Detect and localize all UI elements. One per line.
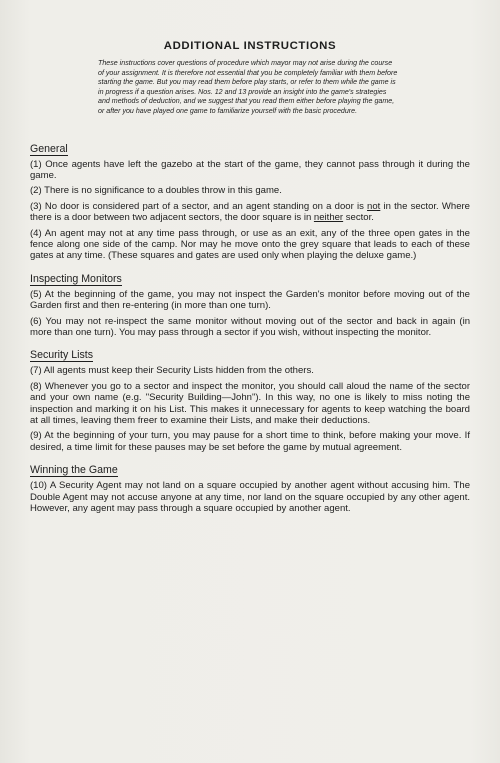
paragraph-1: (1) Once agents have left the gazebo at the start of the game, they cannot pass through it during the game. [30,158,470,181]
page-title: ADDITIONAL INSTRUCTIONS [163,40,337,52]
underlined-neither: neither [313,212,344,224]
section-title-winning-the-game: Winning the Game [30,464,118,477]
paragraph-3 [30,201,470,224]
section-title-general: General [30,142,68,155]
content [30,40,470,522]
paragraph-3-post: sector. [343,212,374,224]
intro-paragraph: These instructions cover questions of procedure which mayor may not arise during the course of your assignment. It is therefore not essential that you be completely familiar with them before starting the game. But you may read them before play starts, or refer to them while the game is in progress if a question arises. Nos. 12 and 13 provide an insight into the game's strategies and methods of deduction, and we suggest that you read them either before playing the game, or after you have played one game to familiarize yourself with the basic procedure. [98,59,398,115]
section-winning-the-game [30,460,470,514]
paragraph-7: (7) All agents must keep their Security Lists hidden from the others. [30,365,314,377]
paragraph-4: (4) An agent may not at any time pass through, or use as an exit, any of the three open gates in the fence along one side of the camp. Nor may he move onto the grey square that leads to each of these gates at any time. (These squares and gates are used only when playing the deluxe game.) [30,227,470,262]
section-inspecting-monitors [30,269,470,339]
section-title-inspecting-monitors: Inspecting Monitors [30,272,122,285]
paragraph-6: (6) You may not re-inspect the same monitor without moving out of the sector and back in again (in more than one turn). You may pass through a sector if you wish, without inspecting the monitor. [30,315,470,339]
paragraph-5: (5) At the beginning of the game, you may not inspect the Garden's monitor before moving out of the Garden first and then re-entering (in more than one turn). [30,288,470,312]
section-security-lists [30,345,470,453]
section-general [30,139,470,262]
paragraph-9: (9) At the beginning of your turn, you may pause for a short time to think, before making your move. If desired, a time limit for these pauses may be set before the game by mutual agreement. [30,430,470,453]
paragraph-3-pre: (3) No door is considered part of a sector, and an agent standing on a door is [30,200,368,212]
section-title-security-lists: Security Lists [30,349,93,362]
paragraph-8: (8) Whenever you go to a sector and inspect the monitor, you should call aloud the name of the sector and your own name (e.g. "Security Building—John"). In this way, no one is likely to miss noting the inspection and marking it on his List. This makes it unnecessary for agents to keep watching the board at all times, leaving them freer to examine their Lists, and make their deductions. [30,380,470,427]
paragraph-3-mid: in the sector. Where there is a door between two adjacent sectors, the door square is in [30,200,470,224]
underlined-not: not [367,200,381,212]
paragraph-2: (2) There is no significance to a doubles throw in this game. [30,185,282,197]
paragraph-10: (10) A Security Agent may not land on a square occupied by another agent without accusing him. The Double Agent may not accuse anyone at any time, nor land on the square occupied by any other agent. However, any agent may pass through a square occupied by another agent. [30,480,470,515]
